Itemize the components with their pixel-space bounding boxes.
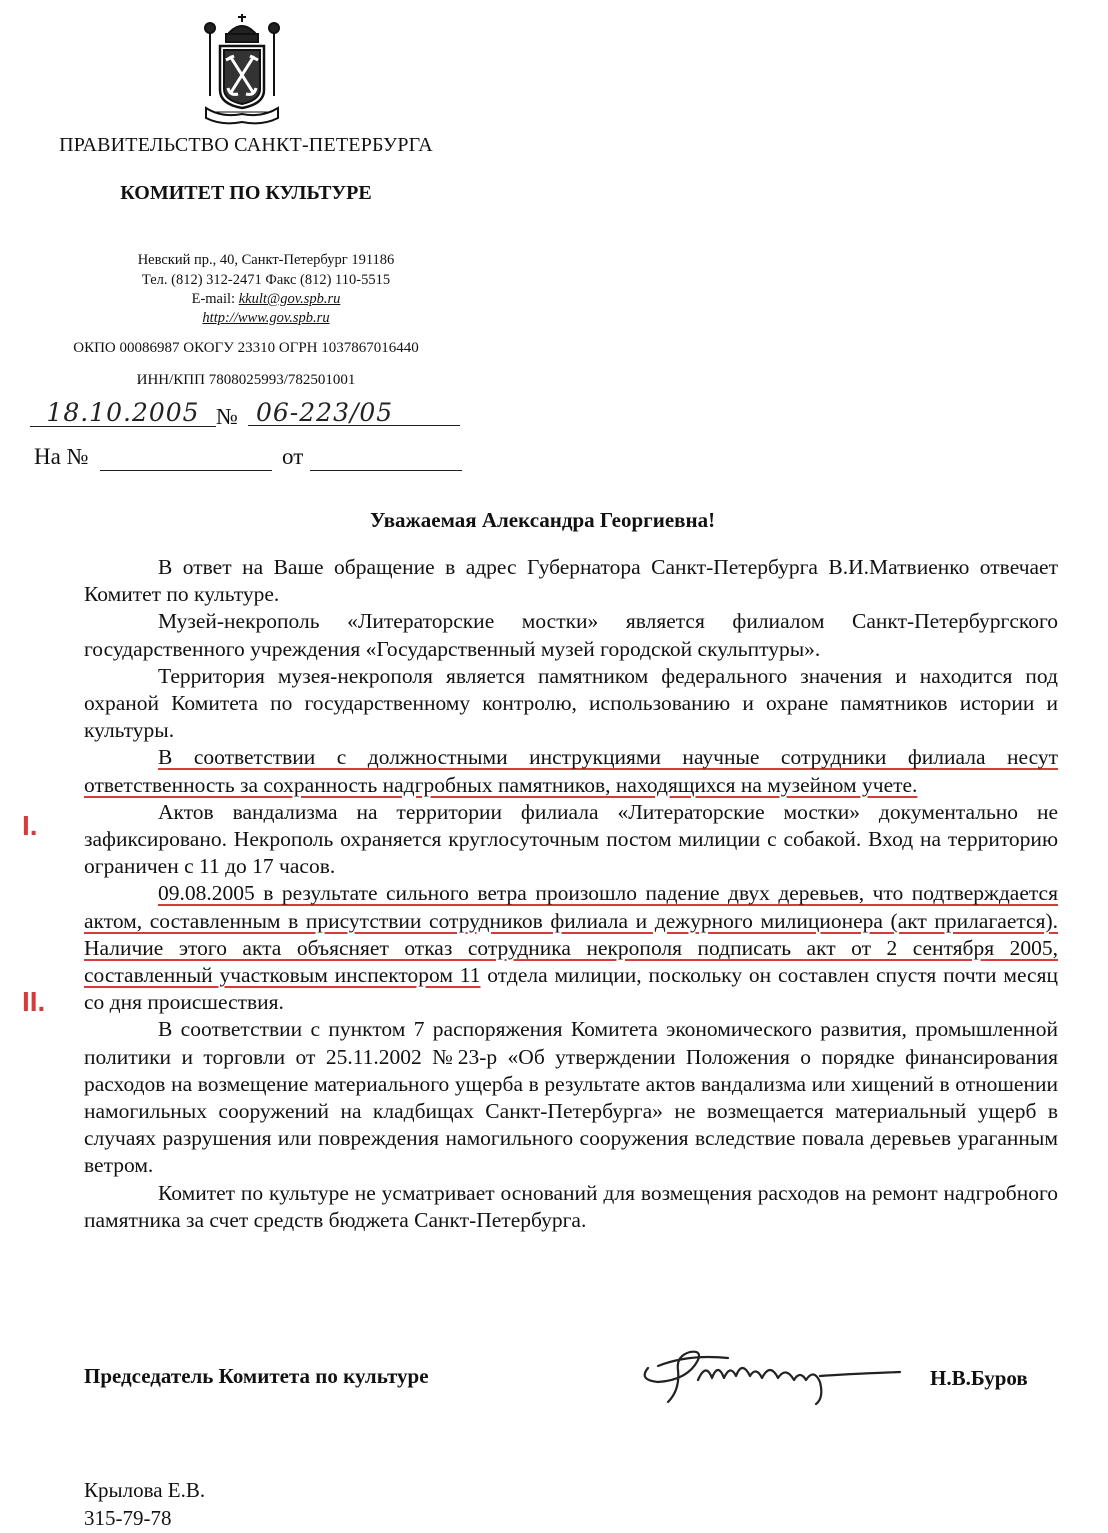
margin-marker-2: II. <box>22 986 46 1017</box>
reply-to-date-blank <box>310 446 462 471</box>
paragraph-7: В соответствии с пунктом 7 распоряжения Комитета экономического развития, промышленной политики и торговли от 25.11.2002 №23-р «Об утверждении Положения о порядке финансирования расходов на возмещение материального ущерба в результате актов вандализма или хищений в отношении намогильных сооружений на кладбищах Санкт-Петербурга» не возмещается материальный ущерб в случаях разрушения или повреждения намогильного сооружения вследствие повала деревьев ураганным ветром. <box>84 1017 1058 1178</box>
paragraph-1: В ответ на Ваше обращение в адрес Губернатора Санкт-Петербурга В.И.Матвиенко отвечает Комитет по культуре. <box>84 555 1058 607</box>
paragraph-6-rest: отдела милиции, поскольку он составлен спустя почти месяц со дня происшествия. <box>84 963 1058 1015</box>
executor-phone: 315-79-78 <box>84 1506 172 1530</box>
highlight-2: 09.08.2005 в результате сильного ветра произошло падение двух деревьев, что подтверждается актом, составленным в присутствии сотрудников филиала и дежурного милиционера (акт прилагается). Наличие этого акта объясняет отказ сотрудника некрополя подписать акт от 2 сентября 2005, составленный участковым инспектором 11 <box>84 881 1058 988</box>
highlight-1: В соответствии с должностными инструкциями научные сотрудники филиала несут ответственность за сохранность надгробных памятников, находящихся на музейном учете. <box>84 745 1058 797</box>
website-link[interactable]: http://www.gov.spb.ru <box>202 310 330 326</box>
executor-name: Крылова Е.В. <box>84 1478 206 1502</box>
inn-kpp: ИНН/КПП 7808025993/782501001 <box>136 372 356 388</box>
executor-info <box>84 1476 205 1532</box>
email-line <box>40 289 492 309</box>
number-label: № <box>216 404 238 429</box>
address: Невский пр., 40, Санкт-Петербург 191186 <box>137 252 395 268</box>
registration-codes: ОКПО 00086987 ОКОГУ 23310 ОГРН 1037867016440 <box>73 340 419 356</box>
phone-fax: Тел. (812) 312-2471 Факс (812) 110-5515 <box>141 272 391 288</box>
email-label: E-mail: <box>191 291 236 307</box>
margin-marker-1: I. <box>22 810 38 841</box>
paragraph-5: Актов вандализма на территории филиала «Литераторские мостки» документально не зафиксировано. Некрополь охраняется круглосуточным постом милиции с собакой. Вход на территорию ограничен с 11 до 17 часов. <box>84 799 1058 879</box>
government-title: ПРАВИТЕЛЬСТВО САНКТ-ПЕТЕРБУРГА <box>59 134 433 156</box>
signer-title: Председатель Комитета по культуре <box>84 1364 429 1388</box>
from-label: от <box>282 444 304 469</box>
paragraph-2: Музей-некрополь «Литераторские мостки» является филиалом Санкт-Петербургского государственного учреждения «Государственный музей городской скульптуры». <box>84 609 1058 661</box>
paragraph-6 <box>84 880 1058 1016</box>
email-link[interactable]: kkult@gov.spb.ru <box>238 291 341 307</box>
handwritten-signature <box>628 1340 908 1410</box>
paragraph-4 <box>84 744 1058 798</box>
coat-of-arms-emblem <box>192 12 292 128</box>
greeting: Уважаемая Александра Георгиевна! <box>370 508 716 532</box>
reply-to-label: На № <box>34 444 89 469</box>
committee-title: КОМИТЕТ ПО КУЛЬТУРЕ <box>120 182 372 204</box>
paragraph-3: Территория музея-некрополя является памятником федерального значения и находится под охраной Комитета по государственному контролю, использованию и охране памятников истории и культуры. <box>84 663 1058 743</box>
letter-body <box>84 554 1058 1234</box>
outgoing-date: 18.10.2005 <box>30 398 216 427</box>
reply-to-number-blank <box>100 446 272 471</box>
outgoing-number: 06-223/05 <box>248 398 460 426</box>
website-line <box>40 308 492 328</box>
paragraph-8: Комитет по культуре не усматривает оснований для возмещения расходов на ремонт надгробного памятника за счет средств бюджета Санкт-Петербурга. <box>84 1180 1058 1232</box>
signer-name: Н.В.Буров <box>930 1366 1028 1390</box>
